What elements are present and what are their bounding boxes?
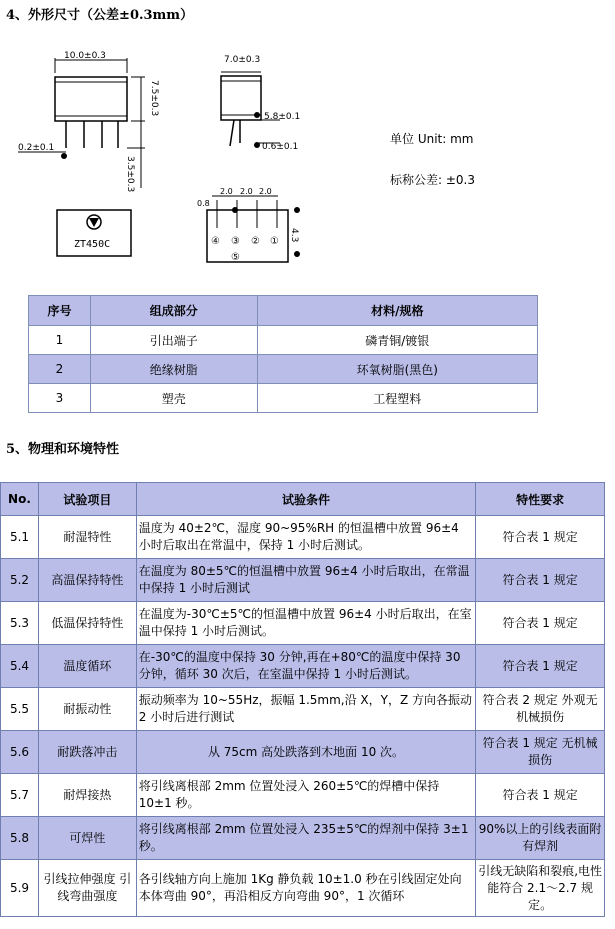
tests-header-row: [1, 483, 605, 516]
header-material: 材料/规格: [257, 296, 537, 326]
materials-header-row: [29, 296, 538, 326]
section-5-title: 5、物理和环境特性: [6, 442, 120, 457]
header-test-item: 试验项目: [38, 483, 136, 516]
dim-side-width: 7.0±0.3: [224, 55, 261, 65]
table-row: 5.8 可焊性 将引线离根部 2mm 位置处浸入 235±5℃的焊剂中保持 3±1 秒。 90%以上的引线表面附有焊剂: [1, 817, 605, 860]
svg-text:2.0: 2.0: [220, 187, 233, 196]
header-test-condition: 试验条件: [136, 483, 475, 516]
table-row: 5.1 耐湿特性 温度为 40±2℃，湿度 90~95%RH 的恒温槽中放置 96±4 小时后取出在常温中，保持 1 小时后测试。 符合表 1 规定: [1, 516, 605, 559]
table-row: 2 绝缘树脂 环氧树脂(黑色): [29, 355, 538, 384]
table-row: 5.9 引线拉伸强度 引线弯曲强度 各引线轴方向上施加 1Kg 静负载 10±1.0 秒在引线固定处向本体弯曲 90°，再沿相反方向弯曲 90°，1 次循环 引线无缺陷和裂痕,电性能符合 2.1～2.7 规定。: [1, 860, 605, 917]
table-row: 5.3 低温保持特性 在温度为-30℃±5℃的恒温槽中放置 96±4 小时后取出，在室温中保持 1 小时后测试。 符合表 1 规定: [1, 602, 605, 645]
dim-pin-width: 0.2±0.1: [18, 143, 55, 153]
table-row: 5.5 耐振动性 振动频率为 10~55Hz，振幅 1.5mm,沿 X，Y，Z 方向各振动 2 小时后进行测试 符合表 2 规定 外观无机械损伤: [1, 688, 605, 731]
pin-4: ④: [211, 236, 220, 247]
unit-label: 单位 Unit: mm: [390, 132, 474, 146]
dim-height: 7.5±0.3: [149, 80, 159, 117]
pin-3: ③: [231, 236, 240, 247]
part-label: ZT450C: [74, 239, 111, 250]
header-requirement: 特性要求: [476, 483, 605, 516]
svg-text:2.0: 2.0: [259, 187, 272, 196]
table-row: 5.6 耐跌落冲击 从 75cm 高处跌落到木地面 10 次。 符合表 1 规定 无机械损伤: [1, 731, 605, 774]
table-row: 3 塑壳 工程塑料: [29, 384, 538, 413]
header-component: 组成部分: [90, 296, 257, 326]
pin-5: ⑤: [231, 252, 240, 263]
materials-table: [28, 295, 538, 413]
dim-right: 4.3: [289, 228, 299, 243]
table-row: 5.7 耐焊接热 将引线离根部 2mm 位置处浸入 260±5℃的焊槽中保持 10±1 秒。 符合表 1 规定: [1, 774, 605, 817]
pin-1: ①: [270, 236, 279, 247]
tests-table: [0, 482, 605, 917]
pin-2: ②: [251, 236, 260, 247]
side-view: [221, 72, 280, 146]
tolerance-label: 标称公差: ±0.3: [390, 173, 475, 187]
dim-top-width: 10.0±0.3: [64, 51, 106, 61]
dim-left: 0.8: [197, 199, 210, 208]
dim-side-b: 0.6±0.1: [262, 142, 299, 152]
svg-text:2.0: 2.0: [240, 187, 253, 196]
table-row: 5.4 温度循环 在-30℃的温度中保持 30 分钟,再在+80℃的温度中保持 30 分钟，循环 30 次后，在室温中保持 1 小时后测试。 符合表 1 规定: [1, 645, 605, 688]
outline-drawing: [0, 28, 370, 268]
dim-side-a: 5.8±0.1: [264, 112, 301, 122]
header-no: No.: [1, 483, 39, 516]
table-row: 1 引出端子 磷青铜/镀银: [29, 326, 538, 355]
dim-pin-len: 3.5±0.3: [125, 156, 135, 193]
table-row: 5.2 高温保持特性 在温度为 80±5℃的恒温槽中放置 96±4 小时后取出，在常温中保持 1 小时后测试 符合表 1 规定: [1, 559, 605, 602]
section-4-title: 4、外形尺寸（公差±0.3mm）: [6, 8, 194, 23]
header-no: 序号: [29, 296, 91, 326]
